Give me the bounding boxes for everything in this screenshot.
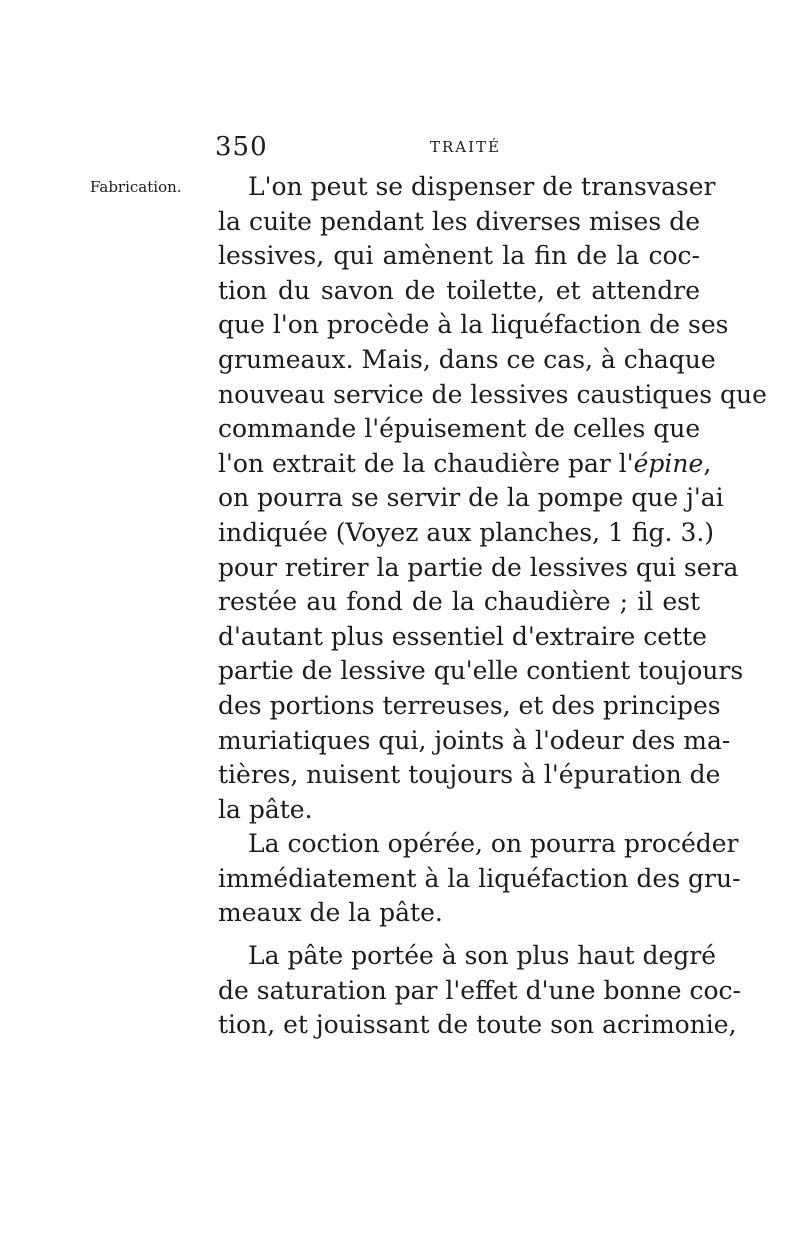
text-line: muriatiques qui, joints à l'odeur des ma- [218,725,731,755]
text-line: meaux de la pâte. [218,898,443,928]
text-line: lessives, qui amènent la fin de la coc- [218,241,700,271]
text-line: tion, et jouissant de toute son acrimonie, [218,1010,737,1040]
text-line: immédiatement à la liquéfaction des gru- [218,863,741,893]
text-line: on pourra se servir de la pompe que j'ai [218,483,724,513]
text-line: La coction opérée, on pourra procéder [248,829,739,859]
text-line: la cuite pendant les diverses mises de [218,206,700,236]
paragraph-3 [218,939,741,1043]
text-line: d'autant plus essentiel d'extraire cette [218,621,707,651]
text-line: restée au fond de la chaudière ; il est [218,587,700,617]
text-line: des portions terreuses, et des principes [218,690,721,720]
text-line: que l'on procède à la liquéfaction de ses [218,310,729,340]
paragraph-gap [218,931,700,939]
page-number: 350 [215,132,268,162]
margin-note: Fabrication. [90,178,182,196]
text-line: tion du savon de toilette, et attendre [218,275,700,305]
text-line: L'on peut se dispenser de transvaser [248,172,716,201]
text-line: pour retirer la partie de lessives qui sera [218,552,739,582]
text-line: la pâte. [218,794,313,824]
text-line: partie de lessive qu'elle contient toujours [218,656,744,686]
text-line: commande l'épuisement de celles que [218,414,701,444]
text-line: l'on extrait de la chaudière par l'épine, [218,448,712,478]
text-line: grumeaux. Mais, dans ce cas, à chaque [218,344,716,374]
text-line: indiquée (Voyez aux planches, 1 fig. 3.) [218,517,715,547]
body-text [218,170,767,1043]
text-line: La pâte portée à son plus haut degré [248,941,717,971]
paragraph-1 [218,170,767,827]
paragraph-2 [218,827,741,931]
text-line: nouveau service de lessives caustiques que [218,379,767,409]
text-line: de saturation par l'effet d'une bonne coc- [218,975,741,1005]
running-head: TRAITÉ [430,138,502,156]
text-line: tières, nuisent toujours à l'épuration de [218,760,721,790]
italic-term: épine [633,448,704,478]
